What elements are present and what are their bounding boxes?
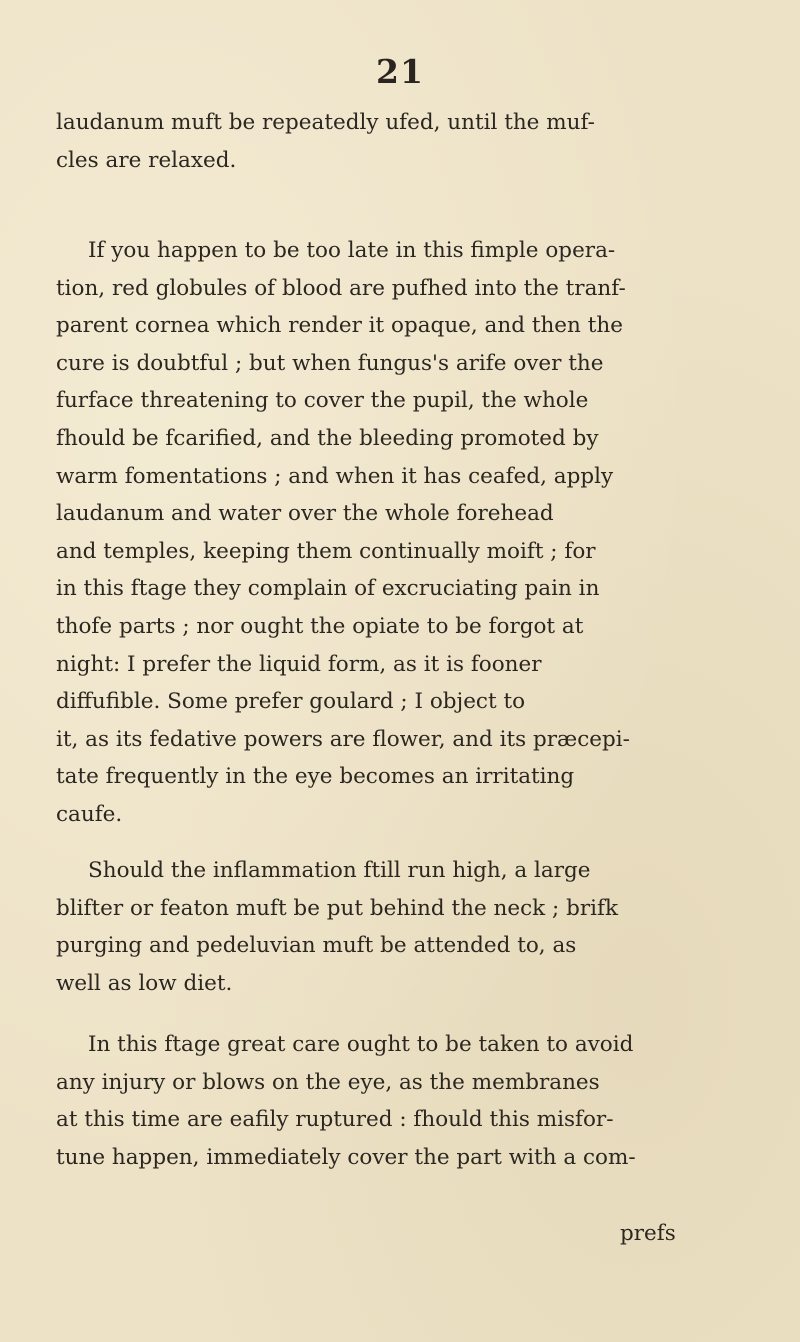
text-line: cles are relaxed.: [56, 147, 237, 173]
paragraph-1: [56, 104, 672, 179]
text-line: tate frequently in the eye becomes an irritating: [56, 764, 575, 790]
text-line: diffufible. Some prefer goulard ; I object to: [56, 689, 526, 715]
paragraph-3: [56, 852, 672, 1002]
text-line: parent cornea which render it opaque, and then the: [56, 313, 623, 339]
text-line: fhould be fcarified, and the bleeding promoted by: [56, 425, 599, 451]
text-line: it, as its fedative powers are flower, and its præcepi-: [56, 726, 630, 752]
text-line: any injury or blows on the eye, as the membranes: [56, 1069, 600, 1095]
text-line: tune happen, immediately cover the part with a com-: [56, 1144, 636, 1170]
text-line: tion, red globules of blood are pufhed into the tranf-: [56, 275, 626, 301]
text-line: thofe parts ; nor ought the opiate to be forgot at: [56, 613, 584, 639]
text-line: well as low diet.: [56, 970, 233, 996]
catchword: prefs: [620, 1221, 676, 1246]
paragraph-4: [56, 1026, 672, 1176]
text-line: laudanum muft be repeatedly ufed, until the muf-: [56, 110, 595, 135]
text-line: in this ftage they complain of excruciating pain in: [56, 576, 600, 602]
text-line: and temples, keeping them continually moift ; for: [56, 538, 596, 564]
text-line: cure is doubtful ; but when fungus's arife over the: [56, 350, 604, 376]
text-line: Should the inflammation ftill run high, a large: [88, 858, 591, 883]
text-line: If you happen to be too late in this fimple opera-: [88, 238, 616, 263]
text-line: caufe.: [56, 801, 123, 827]
page-number: 21: [376, 52, 424, 91]
text-line: warm fomentations ; and when it has ceafed, apply: [56, 463, 614, 489]
text-line: at this time are eafily ruptured : fhould this misfor-: [56, 1107, 614, 1133]
text-line: In this ftage great care ought to be taken to avoid: [88, 1032, 634, 1057]
text-line: laudanum and water over the whole forehead: [56, 501, 554, 527]
text-line: night: I prefer the liquid form, as it is fooner: [56, 651, 542, 677]
paragraph-2: [56, 232, 672, 834]
text-line: blifter or featon muft be put behind the neck ; brifk: [56, 895, 618, 921]
text-line: furface threatening to cover the pupil, the whole: [56, 388, 589, 414]
text-line: purging and pedeluvian muft be attended to, as: [56, 933, 577, 959]
